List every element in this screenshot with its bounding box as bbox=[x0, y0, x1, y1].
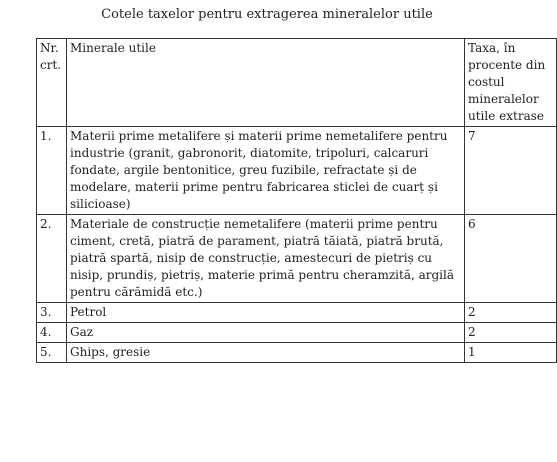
table-row bbox=[37, 127, 557, 215]
tax-rates-table bbox=[36, 38, 557, 363]
page-title: Cotele taxelor pentru extragerea mineralelor utile bbox=[101, 7, 433, 22]
row-taxa: 2 bbox=[465, 303, 557, 323]
row-taxa: 6 bbox=[465, 215, 557, 303]
row-nr: 4. bbox=[37, 323, 67, 343]
header-taxa: Taxa, în procente din costul mineralelor utile extrase bbox=[465, 39, 557, 127]
row-taxa: 7 bbox=[465, 127, 557, 215]
header-minerale: Minerale utile bbox=[67, 39, 465, 127]
table-header-row bbox=[37, 39, 557, 127]
row-nr: 5. bbox=[37, 343, 67, 363]
row-minerale: Materiale de construcție nemetalifere (materii prime pentru ciment, cretă, piatră de parament, piatră tăiată, piatră brută, piatră spartă, nisip de construcție, amestecuri de pietriș cu nisip, prundiș, pietriș, materie primă pentru cheramzită, argilă pentru cărămidă etc.) bbox=[67, 215, 465, 303]
row-minerale: Materii prime metalifere și materii prime nemetalifere pentru industrie (granit, gabronorit, diatomite, tripoluri, calcaruri fondate, argile bentonitice, greu fuzibile, refractate și de modelare, materii prime pentru fabricarea sticlei de cuarț și silicioase) bbox=[67, 127, 465, 215]
table-row bbox=[37, 323, 557, 343]
row-minerale: Gaz bbox=[67, 323, 465, 343]
row-minerale: Petrol bbox=[67, 303, 465, 323]
header-nr: Nr. crt. bbox=[37, 39, 67, 127]
row-taxa: 2 bbox=[465, 323, 557, 343]
row-nr: 3. bbox=[37, 303, 67, 323]
table-row bbox=[37, 303, 557, 323]
table-row bbox=[37, 215, 557, 303]
row-nr: 2. bbox=[37, 215, 67, 303]
row-minerale: Ghips, gresie bbox=[67, 343, 465, 363]
row-nr: 1. bbox=[37, 127, 67, 215]
table-row bbox=[37, 343, 557, 363]
row-taxa: 1 bbox=[465, 343, 557, 363]
